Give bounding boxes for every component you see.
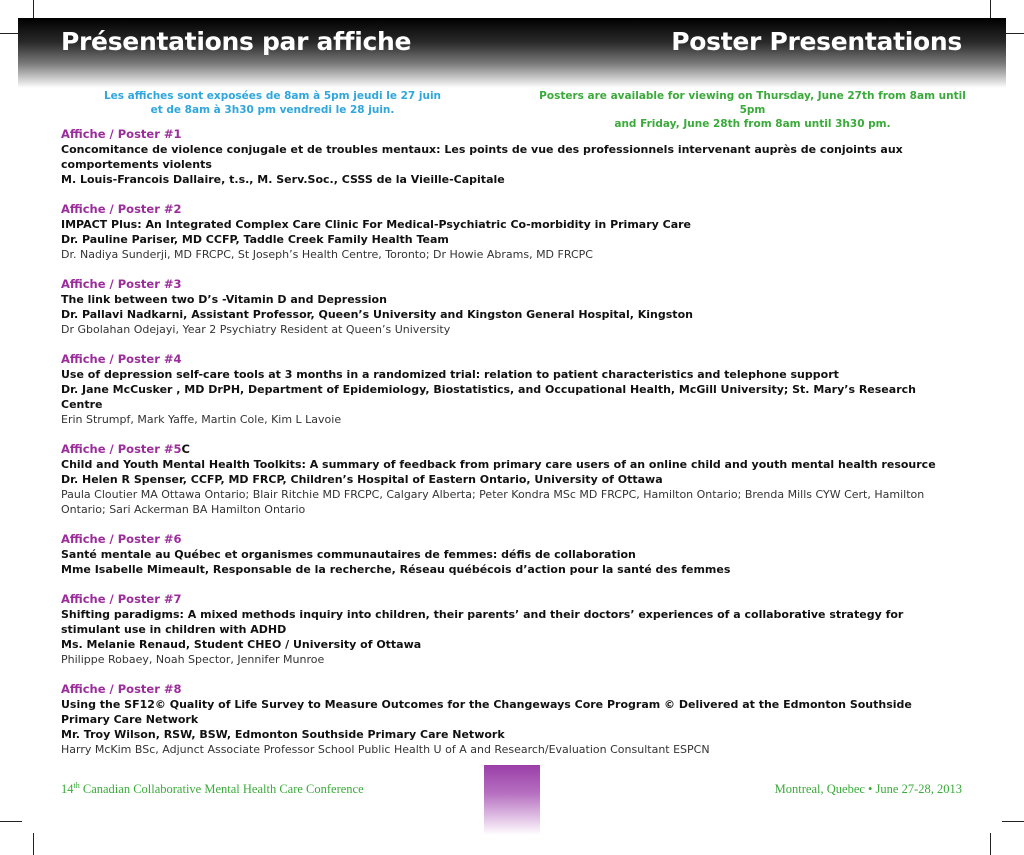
poster-list xyxy=(61,127,961,772)
intro-french xyxy=(100,89,445,117)
poster-presenter: Mr. Troy Wilson, RSW, BSW, Edmonton Southside Primary Care Network xyxy=(61,728,505,741)
poster-label: Affiche / Poster #5C xyxy=(61,442,190,456)
poster-entry xyxy=(61,682,961,757)
poster-coauthors: Dr Gbolahan Odejayi, Year 2 Psychiatry Resident at Queen’s University xyxy=(61,323,451,336)
poster-title: The link between two D’s -Vitamin D and Depression xyxy=(61,293,387,306)
purple-gradient-tab xyxy=(484,765,540,835)
poster-presenter: Ms. Melanie Renaud, Student CHEO / University of Ottawa xyxy=(61,638,422,651)
crop-mark xyxy=(1002,821,1024,822)
poster-coauthors: Erin Strumpf, Mark Yaffe, Martin Cole, Kim L Lavoie xyxy=(61,413,342,426)
page-title-en: Poster Presentations xyxy=(671,27,962,56)
poster-label: Affiche / Poster #6 xyxy=(61,532,182,546)
poster-entry xyxy=(61,277,961,337)
crop-mark xyxy=(990,833,991,855)
poster-presenter: Dr. Pallavi Nadkarni, Assistant Professor, Queen’s University and Kingston General Hospital, Kingston xyxy=(61,308,693,321)
poster-label: Affiche / Poster #3 xyxy=(61,277,182,291)
poster-title: Using the SF12© Quality of Life Survey to Measure Outcomes for the Changeways Core Program © Delivered at the Edmonton Southside Primary Care Network xyxy=(61,698,912,726)
poster-presenter: Dr. Pauline Pariser, MD CCFP, Taddle Creek Family Health Team xyxy=(61,233,449,246)
page-title-fr: Présentations par affiche xyxy=(61,27,412,56)
poster-title: IMPACT Plus: An Integrated Complex Care Clinic For Medical-Psychiatric Co-morbidity in Primary Care xyxy=(61,218,692,231)
poster-entry xyxy=(61,532,961,577)
poster-presenter: Dr. Jane McCusker , MD DrPH, Department of Epidemiology, Biostatistics, and Occupational Health, McGill University; St. Mary’s Research Centre xyxy=(61,383,916,411)
poster-title: Shifting paradigms: A mixed methods inquiry into children, their parents’ and their doctors’ experiences of a collaborative strategy for stimulant use in children with ADHD xyxy=(61,608,904,636)
intro-french-line: et de 8am à 3h30 pm vendredi le 28 juin. xyxy=(150,104,395,116)
poster-title: Concomitance de violence conjugale et de troubles mentaux: Les points de vue des professionnels intervenant auprès de conjoints aux comportements violents xyxy=(61,143,903,171)
intro-english-line: and Friday, June 28th from 8am until 3h30 pm. xyxy=(614,118,891,130)
poster-presenter: M. Louis-Francois Dallaire, t.s., M. Serv.Soc., CSSS de la Vieille-Capitale xyxy=(61,173,505,186)
poster-label: Affiche / Poster #1 xyxy=(61,127,182,141)
poster-entry xyxy=(61,202,961,262)
intro-french-line: Les affiches sont exposées de 8am à 5pm jeudi le 27 juin xyxy=(103,90,442,102)
poster-entry xyxy=(61,352,961,427)
poster-entry xyxy=(61,442,961,517)
crop-mark xyxy=(0,821,22,822)
poster-entry xyxy=(61,127,961,187)
poster-coauthors: Harry McKim BSc, Adjunct Associate Professor School Public Health U of A and Research/Evaluation Consultant ESPCN xyxy=(61,743,710,756)
poster-label: Affiche / Poster #8 xyxy=(61,682,182,696)
poster-title: Child and Youth Mental Health Toolkits: A summary of feedback from primary care users of an online child and youth mental health resource xyxy=(61,458,936,471)
poster-presenter: Mme Isabelle Mimeault, Responsable de la recherche, Réseau québécois d’action pour la santé des femmes xyxy=(61,563,731,576)
intro-english xyxy=(530,89,975,131)
poster-label: Affiche / Poster #2 xyxy=(61,202,182,216)
footer-location-date: Montreal, Quebec • June 27-28, 2013 xyxy=(774,782,962,796)
poster-coauthors: Philippe Robaey, Noah Spector, Jennifer Munroe xyxy=(61,653,325,666)
poster-title: Santé mentale au Québec et organismes communautaires de femmes: défis de collaboration xyxy=(61,548,636,561)
poster-coauthors: Paula Cloutier MA Ottawa Ontario; Blair Ritchie MD FRCPC, Calgary Alberta; Peter Kondra MSc MD FRCPC, Hamilton Ontario; Brenda Mills CYW Cert, Hamilton Ontario; Sari Ackerman BA Hamilton Ontario xyxy=(61,488,925,516)
poster-title: Use of depression self-care tools at 3 months in a randomized trial: relation to patient characteristics and telephone support xyxy=(61,368,839,381)
poster-label: Affiche / Poster #4 xyxy=(61,352,182,366)
footer-conference-name: 14th Canadian Collaborative Mental Health Care Conference xyxy=(61,781,364,797)
poster-entry xyxy=(61,592,961,667)
crop-mark xyxy=(33,833,34,855)
poster-coauthors: Dr. Nadiya Sunderji, MD FRCPC, St Joseph’s Health Centre, Toronto; Dr Howie Abrams, MD FRCPC xyxy=(61,248,593,261)
intro-english-line: Posters are available for viewing on Thursday, June 27th from 8am until 5pm xyxy=(539,90,966,116)
poster-label: Affiche / Poster #7 xyxy=(61,592,182,606)
poster-presenter: Dr. Helen R Spenser, CCFP, MD FRCP, Children’s Hospital of Eastern Ontario, University of Ottawa xyxy=(61,473,663,486)
